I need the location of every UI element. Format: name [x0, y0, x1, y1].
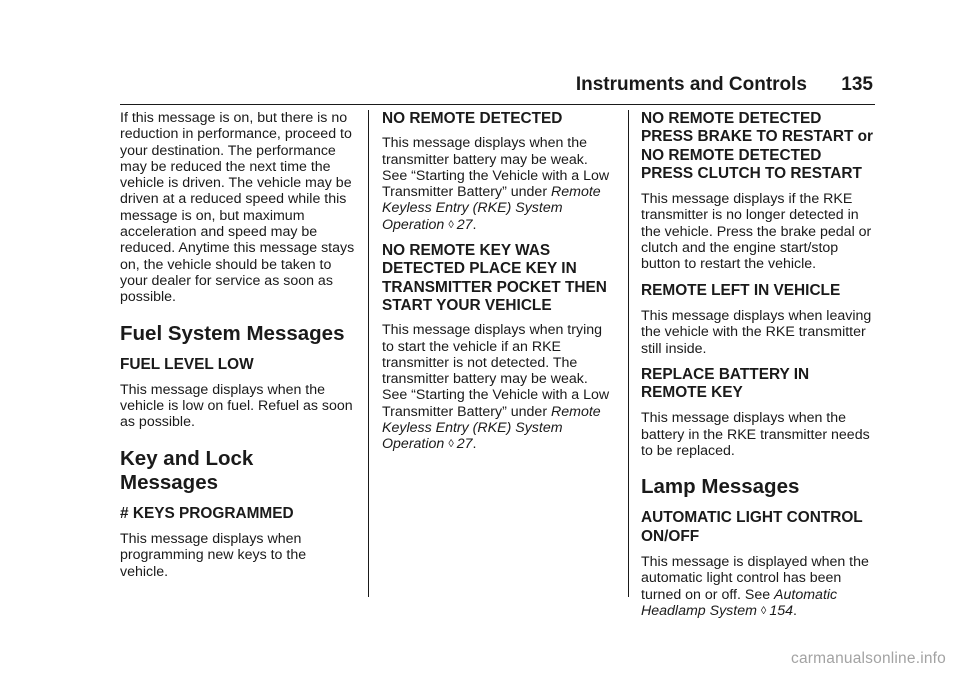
headlamp-reference-link[interactable]: Automatic Headlamp System	[641, 586, 838, 619]
fuel-level-low-heading: FUEL LEVEL LOW	[120, 355, 254, 373]
remote-left-text: This message displays when leaving the vehicle with the RKE transmitter still inside.	[641, 307, 872, 357]
column-divider	[628, 110, 629, 597]
page-reference[interactable]: 27	[456, 436, 473, 453]
no-remote-key-heading: NO REMOTE KEY WAS DETECTED PLACE KEY IN TRANSMITTER POCKET THEN START YOUR VEHICLE	[382, 242, 607, 314]
column-right	[641, 110, 877, 628]
column-left	[120, 110, 355, 589]
no-remote-detected-text: This message displays when the transmitter battery may be weak. See “Starting the Vehicle with a Low Transmitter Battery” under Remote Keyless Entry (RKE) System Operation ◊ 27.	[382, 135, 610, 233]
no-remote-detected-body: This message displays when the transmitter battery may be weak. See “Starting the Vehicle with a Low Transmitter Battery” under	[382, 135, 610, 201]
no-remote-key-text: This message displays when trying to start the vehicle if an RKE transmitter is not detected. The transmitter battery may be weak. See “Starting the Vehicle with a Low Transmitter Battery” under Remote Keyless Entry (RKE) System Operation ◊ 27.	[382, 322, 610, 453]
press-to-restart-heading: NO REMOTE DETECTED PRESS BRAKE TO RESTART or NO REMOTE DETECTED PRESS CLUTCH TO RESTART	[641, 110, 874, 182]
fuel-system-heading: Fuel System Messages	[120, 321, 345, 345]
page-reference[interactable]: 27	[456, 216, 473, 233]
key-lock-heading: Key and Lock Messages	[120, 446, 254, 494]
auto-light-control-heading: AUTOMATIC LIGHT CONTROL ON/OFF	[641, 509, 863, 545]
lamp-messages-heading: Lamp Messages	[641, 475, 800, 499]
replace-battery-heading: REPLACE BATTERY IN REMOTE KEY	[641, 365, 810, 402]
keys-programmed-text: This message displays when programming new keys to the vehicle.	[120, 531, 307, 580]
no-remote-detected-heading: NO REMOTE DETECTED	[382, 110, 563, 127]
no-remote-key-body: This message displays when trying to start the vehicle if an RKE transmitter is not detected. The transmitter battery may be weak. See “Starting the Vehicle with a Low Transmitter Battery” under	[382, 322, 610, 420]
page-reference-icon: ◊	[448, 218, 454, 231]
column-middle	[382, 110, 614, 462]
auto-light-control-text: This message is displayed when the automatic light control has been turned on or off. See Automatic Headlamp System ◊ 154.	[641, 553, 869, 619]
page-number: 135	[841, 74, 873, 95]
fuel-level-low-text: This message displays when the vehicle is low on fuel. Refuel as soon as possible.	[120, 381, 353, 431]
rke-reference-link[interactable]: Remote Keyless Entry (RKE) System Operation	[382, 403, 601, 453]
rke-reference-link[interactable]: Remote Keyless Entry (RKE) System Operation	[382, 184, 601, 233]
page-reference-icon: ◊	[448, 438, 454, 451]
auto-light-control-body: This message is displayed when the automatic light control has been turned on or off. See	[641, 553, 869, 603]
column-divider	[368, 110, 369, 597]
remote-left-heading: REMOTE LEFT IN VEHICLE	[641, 281, 841, 299]
page-reference-icon: ◊	[760, 604, 767, 617]
page-header	[120, 74, 875, 105]
intro-paragraph: If this message is on, but there is no reduction in performance, proceed to your destination. The performance may be reduced the next time the vehicle is driven. The vehicle may be driven at a reduced speed while this message is on, but maximum acceleration and speed may be reduced. Anytime this message stays on, the vehicle should be taken to your dealer for service as soon as possible.	[120, 110, 355, 306]
page-reference[interactable]: 154	[769, 602, 794, 619]
replace-battery-text: This message displays when the battery in the RKE transmitter needs to be replaced.	[641, 410, 870, 460]
press-to-restart-text: This message displays if the RKE transmitter is no longer detected in the vehicle. Press the brake pedal or clutch and the engine start/stop button to restart the vehicle.	[641, 191, 872, 273]
section-title: Instruments and Controls	[575, 74, 807, 95]
watermark: carmanualsonline.info	[791, 650, 946, 667]
keys-programmed-heading: # KEYS PROGRAMMED	[120, 504, 294, 522]
